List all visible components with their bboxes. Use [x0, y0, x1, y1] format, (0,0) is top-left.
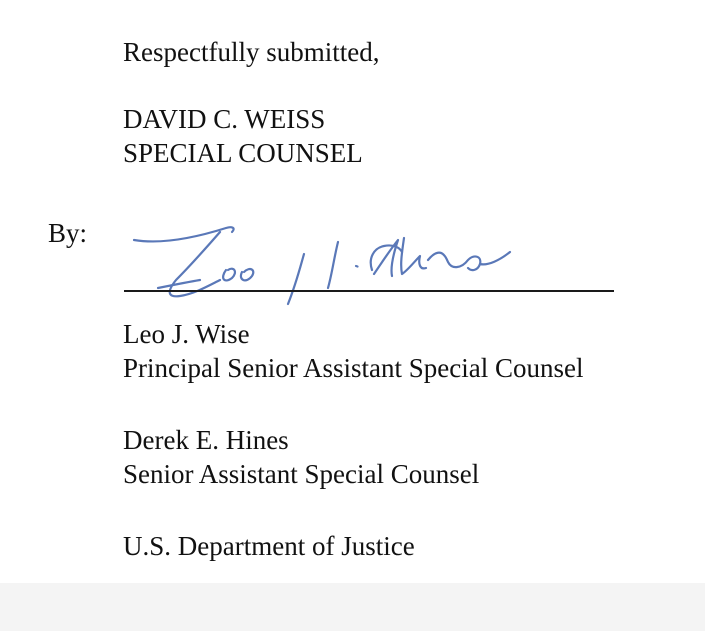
page-bottom-margin	[0, 583, 705, 631]
closing-text: Respectfully submitted,	[123, 37, 380, 67]
organization-name: U.S. Department of Justice	[123, 531, 415, 561]
counsel-name: DAVID C. WEISS	[123, 104, 326, 134]
counsel-title: SPECIAL COUNSEL	[123, 138, 363, 168]
by-label: By:	[48, 218, 88, 248]
handwritten-signature	[128, 218, 548, 310]
signer-name: Derek E. Hines	[123, 425, 289, 455]
signer-title: Senior Assistant Special Counsel	[123, 459, 480, 489]
signer-name: Leo J. Wise	[123, 319, 250, 349]
signature-line	[124, 290, 614, 292]
signer-title: Principal Senior Assistant Special Counsel	[123, 353, 584, 383]
